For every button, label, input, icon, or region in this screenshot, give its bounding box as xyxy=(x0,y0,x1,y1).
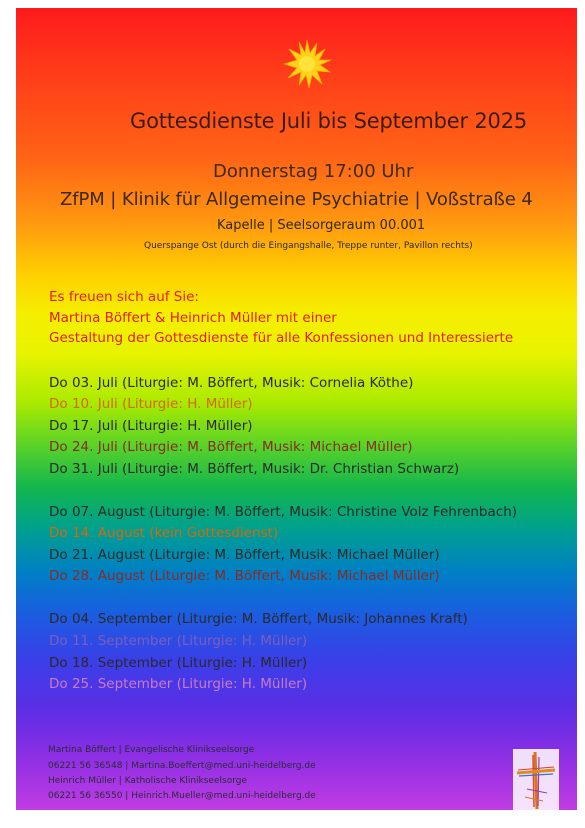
service-location: ZfPM | Klinik für Allgemeine Psychiatrie | Voßstraße 4 xyxy=(60,189,533,210)
service-time: Donnerstag 17:00 Uhr xyxy=(213,161,414,182)
service-september-11: Do 11. September (Liturgie: H. Müller) xyxy=(49,633,308,649)
service-august-14: Do 14. August (kein Gottesdienst) xyxy=(49,525,279,541)
service-july-24: Do 24. Juli (Liturgie: M. Böffert, Musik: Michael Müller) xyxy=(49,439,413,455)
service-july-03: Do 03. Juli (Liturgie: M. Böffert, Musik: Cornelia Köthe) xyxy=(49,375,414,391)
poster-background xyxy=(16,8,577,810)
service-august-07: Do 07. August (Liturgie: M. Böffert, Musik: Christine Volz Fehrenbach) xyxy=(49,504,518,520)
service-july-17: Do 17. Juli (Liturgie: H. Müller) xyxy=(49,418,253,434)
sun-icon xyxy=(282,39,332,89)
service-august-28: Do 28. August (Liturgie: M. Böffert, Musik: Michael Müller) xyxy=(49,568,440,584)
page-title: Gottesdienste Juli bis September 2025 xyxy=(130,109,528,133)
service-room: Kapelle | Seelsorgeraum 00.001 xyxy=(217,218,426,233)
service-july-31: Do 31. Juli (Liturgie: M. Böffert, Musik: Dr. Christian Schwarz) xyxy=(49,461,460,477)
service-august-21: Do 21. August (Liturgie: M. Böffert, Musik: Michael Müller) xyxy=(49,547,440,563)
service-september-04: Do 04. September (Liturgie: M. Böffert, Musik: Johannes Kraft) xyxy=(49,611,468,627)
footer-phone-email-boeffert: 06221 56 36548 | Martina.Boeffert@med.uni-heidelberg.de xyxy=(48,761,316,771)
footer-contact-mueller: Heinrich Müller | Katholische Klinikseelsorge xyxy=(48,776,247,786)
directions-note: Querspange Ost (durch die Eingangshalle, Treppe runter, Pavillon rechts) xyxy=(144,241,473,251)
intro-line: Gestaltung der Gottesdienste für alle Konfessionen und Interessierte xyxy=(49,330,514,346)
footer-contact-boeffert: Martina Böffert | Evangelische Klinikseelsorge xyxy=(48,745,255,755)
service-july-10: Do 10. Juli (Liturgie: H. Müller) xyxy=(49,396,253,412)
intro-line: Martina Böffert & Heinrich Müller mit einer xyxy=(49,310,337,326)
cross-icon xyxy=(513,749,559,813)
footer-phone-email-mueller: 06221 56 36550 | Heinrich.Mueller@med.uni-heidelberg.de xyxy=(48,791,316,801)
intro-line: Es freuen sich auf Sie: xyxy=(49,289,199,305)
service-september-25: Do 25. September (Liturgie: H. Müller) xyxy=(49,676,308,692)
service-september-18: Do 18. September (Liturgie: H. Müller) xyxy=(49,655,308,671)
